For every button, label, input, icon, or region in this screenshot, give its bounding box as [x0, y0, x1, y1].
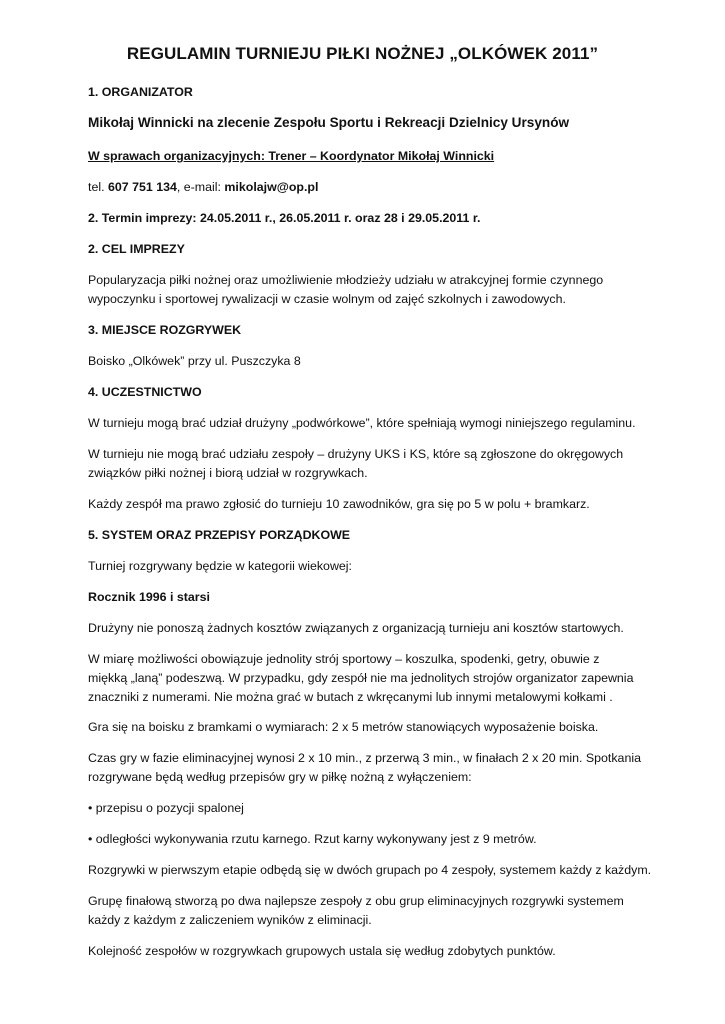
outfit-line-1: W miarę możliwości obowiązuje jednolity strój sportowy – koszulka, spodenki, getry, obuwie z [88, 652, 600, 666]
venue-text: Boisko „Olkówek” przy ul. Puszczyka 8 [88, 354, 301, 368]
organizer-name: Mikołaj Winnicki na zlecenie Zespołu Sportu i Rekreacji Dzielnicy Ursynów [88, 115, 570, 130]
age-category: Rocznik 1996 i starsi [88, 590, 210, 604]
final-line-1: Grupę finałową stworzą po dwa najlepsze zespoły z obu grup eliminacyjnych rozgrywki systemem [88, 894, 624, 908]
goal-line-1: Popularyzacja piłki nożnej oraz umożliwienie młodzieży udziału w atrakcyjnej formie czynnego [88, 273, 604, 287]
email-address: mikolajw@op.pl [224, 180, 319, 194]
time-line-1: Czas gry w fazie eliminacyjnej wynosi 2 x 10 min., z przerwą 3 min., w finałach 2 x 20 min. Spotkania [88, 751, 641, 765]
time-line-2: rozgrywane będą według przepisów gry w piłkę nożną z wyłączeniem: [88, 770, 472, 784]
costs-text: Drużyny nie ponoszą żadnych kosztów związanych z organizacją turnieju ani kosztów startowych. [88, 621, 624, 635]
groups-text: Rozgrywki w pierwszym etapie odbędą się w dwóch grupach po 4 zespoły, systemem każdy z każdym. [88, 863, 652, 877]
section-heading-participation: 4. UCZESTNICTWO [88, 385, 202, 399]
organizer-contact [88, 179, 318, 195]
participation-p2-line-2: związków piłki nożnej i biorą udział w rozgrywkach. [88, 466, 368, 480]
category-intro: Turniej rozgrywany będzie w kategorii wiekowej: [88, 559, 352, 573]
organizer-coordinator: W sprawach organizacyjnych: Trener – Koordynator Mikołaj Winnicki [88, 149, 495, 163]
goal-line-2: wypoczynku i sportowej rywalizacji w czasie wolnym od zajęć szkolnych i zawodowych. [88, 292, 566, 306]
outfit-line-3: znaczniki z numerami. Nie można grać w butach z wkręcanymi lub innymi metalowymi kołkami . [88, 690, 613, 704]
tel-label: tel. [88, 180, 108, 194]
participation-p2-line-1: W turnieju nie mogą brać udziału zespoły – drużyny UKS i KS, które są zgłoszone do okręgowych [88, 447, 624, 461]
pitch-text: Gra się na boisku z bramkami o wymiarach: 2 x 5 metrów stanowiących wyposażenie boiska. [88, 720, 599, 734]
section-heading-system: 5. SYSTEM ORAZ PRZEPISY PORZĄDKOWE [88, 528, 351, 542]
section-heading-goal: 2. CEL IMPREZY [88, 242, 185, 256]
rule-exception-offside: • przepisu o pozycji spalonej [88, 801, 244, 815]
email-label: , e-mail: [176, 180, 225, 194]
final-line-2: każdy z każdym z zaliczeniem wyników z eliminacji. [88, 913, 372, 927]
section-heading-organizer: 1. ORGANIZATOR [88, 85, 193, 99]
rule-exception-penalty: • odległości wykonywania rzutu karnego. Rzut karny wykonywany jest z 9 metrów. [88, 832, 537, 846]
event-term: 2. Termin imprezy: 24.05.2011 r., 26.05.2011 r. oraz 28 i 29.05.2011 r. [88, 211, 481, 225]
participation-p1: W turnieju mogą brać udział drużyny „podwórkowe”, które spełniają wymogi niniejszego regulaminu. [88, 416, 636, 430]
outfit-line-2: miękką „laną” podeszwą. W przypadku, gdy zespół nie ma jednolitych strojów organizator zapewnia [88, 671, 634, 685]
participation-p3: Każdy zespół ma prawo zgłosić do turnieju 10 zawodników, gra się po 5 w polu + bramkarz. [88, 497, 590, 511]
tel-number: 607 751 134 [107, 180, 177, 194]
order-text: Kolejność zespołów w rozgrywkach grupowych ustala się według zdobytych punktów. [88, 944, 556, 958]
document-title: REGULAMIN TURNIEJU PIŁKI NOŻNEJ „OLKÓWEK 2011” [126, 44, 599, 63]
section-heading-venue: 3. MIEJSCE ROZGRYWEK [88, 323, 242, 337]
